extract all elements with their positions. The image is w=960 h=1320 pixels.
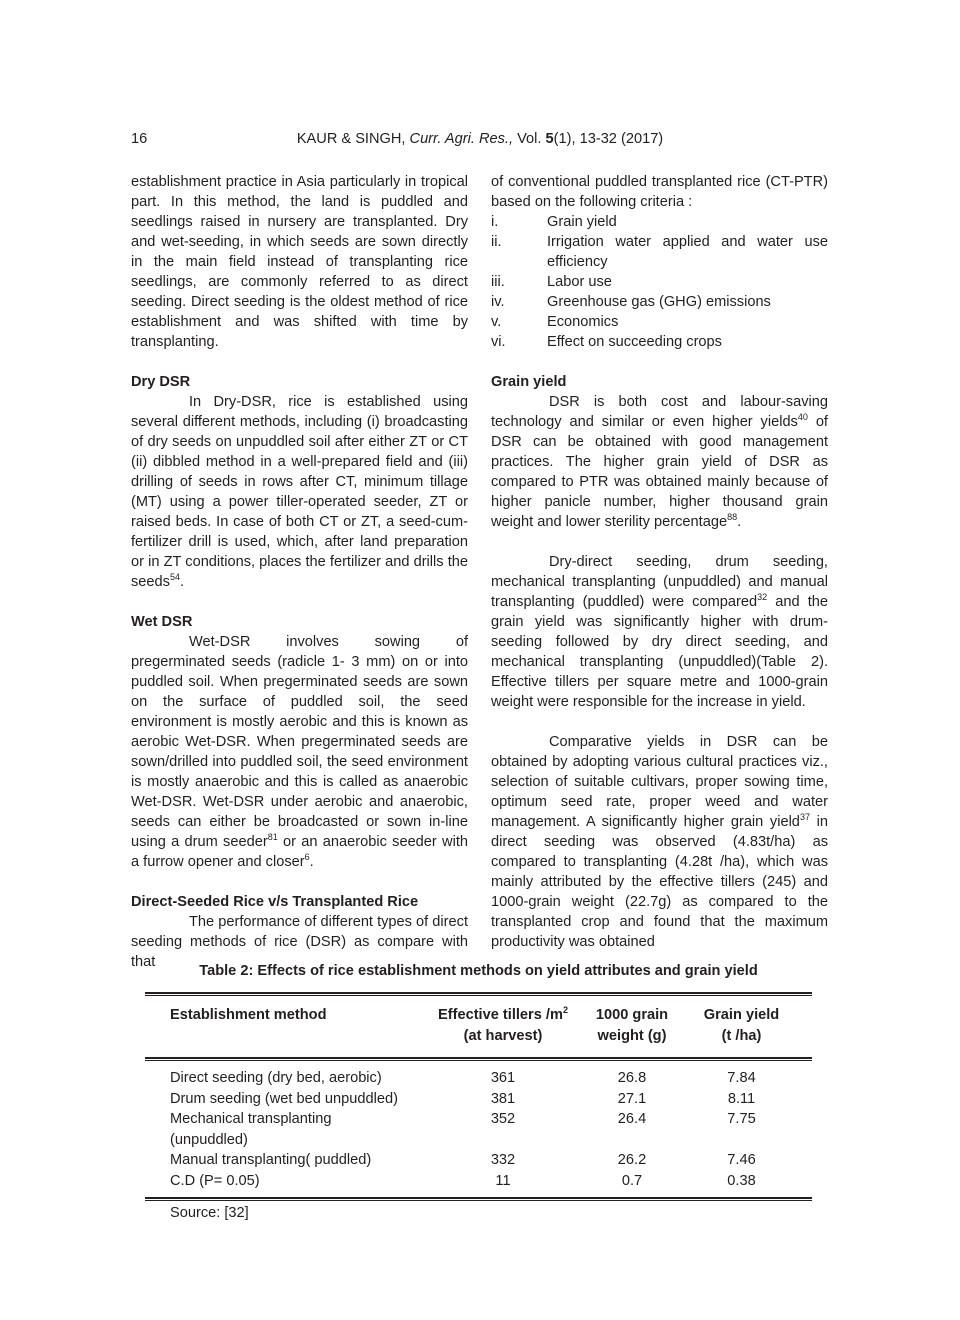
wet-dsr-paragraph: Wet-DSR involves sowing of pregerminated seeds (radicle 1- 3 mm) on or into puddled soil. When pregerminated seeds are sown on the surface of puddled soil, the seed environment is mostly aerobic and this is known as aerobic Wet-DSR. When pregerminated seeds are sown/drilled into puddled soil, the seed environment is mostly anaerobic and this is called as anaerobic Wet-DSR. Wet-DSR under aerobic and anaerobic, seeds can either be broadcasted or sown in-line using a drum seeder$^{81}$ or an anaerobic seeder with a furrow opener and closer$^6$. (131, 634, 468, 870)
criteria-text: Effect on succeeding crops (547, 334, 722, 350)
criteria-numeral: i. (491, 214, 499, 230)
col-header-yield-line1: Grain yield (703, 1007, 780, 1023)
criteria-text: Economics (547, 314, 619, 330)
criteria-numeral: iii. (491, 274, 505, 290)
criteria-item (491, 332, 828, 352)
col-header-yield (671, 1005, 812, 1047)
table-header-row (145, 996, 812, 1057)
col-header-tillers-line1: Effective tillers $/m^2$ (438, 1005, 568, 1023)
right-column (491, 172, 828, 972)
table-row (145, 1171, 812, 1192)
citation-journal: Curr. Agri. Res., (409, 131, 518, 147)
body-columns (131, 172, 828, 972)
citation-issue: (1), 13-32 (2017) (553, 131, 664, 147)
table-title: Table 2: Effects of rice establishment methods on yield attributes and grain yield (199, 963, 758, 979)
col-header-tillers (413, 1005, 593, 1047)
cell-yield: 8.11 (727, 1090, 756, 1107)
cell-tillers: 361 (490, 1070, 516, 1086)
criteria-item (491, 232, 828, 272)
heading-grain-yield: Grain yield (491, 374, 567, 390)
criteria-text: Greenhouse gas (GHG) emissions (547, 294, 771, 310)
criteria-numeral: iv. (491, 294, 505, 310)
left-column (131, 172, 468, 972)
grain-yield-paragraph-1: DSR is both cost and labour-saving technology and similar or even higher yields$^{40}$ of DSR can be obtained with good management practices. The higher grain yield of DSR as compared to PTR was obtained mainly because of higher panicle number, higher thousand grain weight and lower sterility percentage$^{88}$. (491, 394, 828, 530)
cell-tillers: 381 (490, 1090, 516, 1107)
table-row (145, 1068, 812, 1089)
cell-yield: 7.75 (727, 1111, 756, 1127)
criteria-numeral: v. (491, 314, 502, 330)
cell-method: Direct seeding (dry bed, aerobic) (170, 1070, 382, 1086)
dsr-vs-transplanted-paragraph: The performance of different types of direct seeding methods of rice (DSR) as compare with that (131, 914, 468, 970)
col-header-yield-line2: (t /ha) (721, 1028, 762, 1044)
cell-method: C.D (P= 0.05) (170, 1172, 260, 1189)
criteria-item (491, 212, 828, 232)
page-number: 16 (131, 131, 148, 147)
criteria-text: Irrigation water applied and water use efficiency (547, 234, 828, 270)
table-source: Source: [32] (170, 1205, 249, 1221)
cell-method: Drum seeding (wet bed unpuddled) (170, 1090, 398, 1107)
col-header-weight-line1: 1000 grain (595, 1007, 669, 1023)
col-header-weight (593, 1005, 671, 1047)
cell-method: Mechanical transplanting (unpuddled) (170, 1111, 332, 1148)
running-head (0, 129, 960, 149)
cell-yield: 7.46 (727, 1152, 756, 1168)
criteria-item (491, 292, 828, 312)
col-header-method: Establishment method (170, 1007, 327, 1023)
cell-weight: 0.7 (621, 1172, 643, 1189)
dry-dsr-paragraph: In Dry-DSR, rice is established using several different methods, including (i) broadcasting of dry seeds on unpuddled soil after either ZT or CT (ii) dibbled method in a well-prepared field and (iii) drilling of seeds in rows after CT, minimum tillage (MT) using a power tiller-operated seeder, ZT or raised beds. In case of both CT or ZT, a seed-cum-fertilizer drill is used, which, after land preparation or in ZT conditions, places the fertilizer and drills the seeds$^{54}$. (131, 394, 468, 590)
cell-yield: 0.38 (727, 1172, 756, 1189)
cell-yield: 7.84 (727, 1070, 756, 1086)
citation-vol-num: 5 (545, 131, 554, 147)
table-2 (145, 963, 812, 1221)
citation-vol-label: Vol. (517, 131, 546, 147)
table-row (145, 1089, 812, 1110)
cell-tillers: 332 (490, 1152, 516, 1168)
criteria-item (491, 312, 828, 332)
cell-weight: 26.4 (617, 1111, 647, 1127)
grain-yield-paragraph-2: Dry-direct seeding, drum seeding, mechanical transplanting (unpuddled) and manual transplanting (puddled) were compared$^{32}$ and the grain yield was significantly higher with drum-seeding followed by dry direct seeding, and mechanical transplanting (unpuddled)(Table 2). Effective tillers per square metre and 1000-grain weight were responsible for the increase in yield. (491, 554, 829, 710)
table-row (145, 1150, 812, 1171)
cell-weight: 27.1 (617, 1090, 647, 1107)
criteria-numeral: vi. (491, 334, 506, 350)
table-row (145, 1109, 812, 1150)
heading-dsr-vs-transplanted: Direct-Seeded Rice v/s Transplanted Rice (131, 894, 419, 910)
criteria-item (491, 272, 828, 292)
table-body (145, 1061, 812, 1197)
cell-weight: 26.2 (617, 1152, 647, 1168)
cell-weight: 26.8 (617, 1070, 647, 1086)
criteria-text: Grain yield (547, 214, 617, 230)
cell-tillers: 352 (490, 1111, 516, 1127)
heading-wet-dsr: Wet DSR (131, 614, 193, 630)
cell-tillers: 11 (495, 1172, 511, 1189)
heading-dry-dsr: Dry DSR (131, 374, 191, 390)
criteria-numeral: ii. (491, 234, 502, 250)
cell-method: Manual transplanting( puddled) (170, 1152, 372, 1168)
citation-authors: KAUR & SINGH, (296, 131, 410, 147)
criteria-text: Labor use (547, 274, 612, 290)
col-header-weight-line2: weight (g) (597, 1028, 667, 1044)
criteria-intro-paragraph: of conventional puddled transplanted rice (CT-PTR) based on the following criteria : (491, 174, 828, 210)
intro-paragraph: establishment practice in Asia particularly in tropical part. In this method, the land is puddled and seedlings raised in nursery are transplanted. Dry and wet-seeding, in which seeds are sown directly in the main field instead of transplanting rice seedlings, are commonly referred to as direct seeding. Direct seeding is the oldest method of rice establishment and was shifted with time by transplanting. (131, 174, 468, 350)
col-header-tillers-line2: (at harvest) (463, 1028, 543, 1044)
grain-yield-paragraph-3: Comparative yields in DSR can be obtained by adopting various cultural practices viz., selection of suitable cultivars, proper sowing time, optimum seed rate, proper weed and water management. A significantly higher grain yield$^{37}$ in direct seeding was observed (4.83t/ha) as compared to transplanting (4.28t /ha), which was mainly attributed by the effective tillers (245) and 1000-grain weight (22.7g) as compared to the transplanted crop and found that the maximum productivity was obtained (491, 734, 828, 950)
criteria-list (491, 212, 828, 352)
